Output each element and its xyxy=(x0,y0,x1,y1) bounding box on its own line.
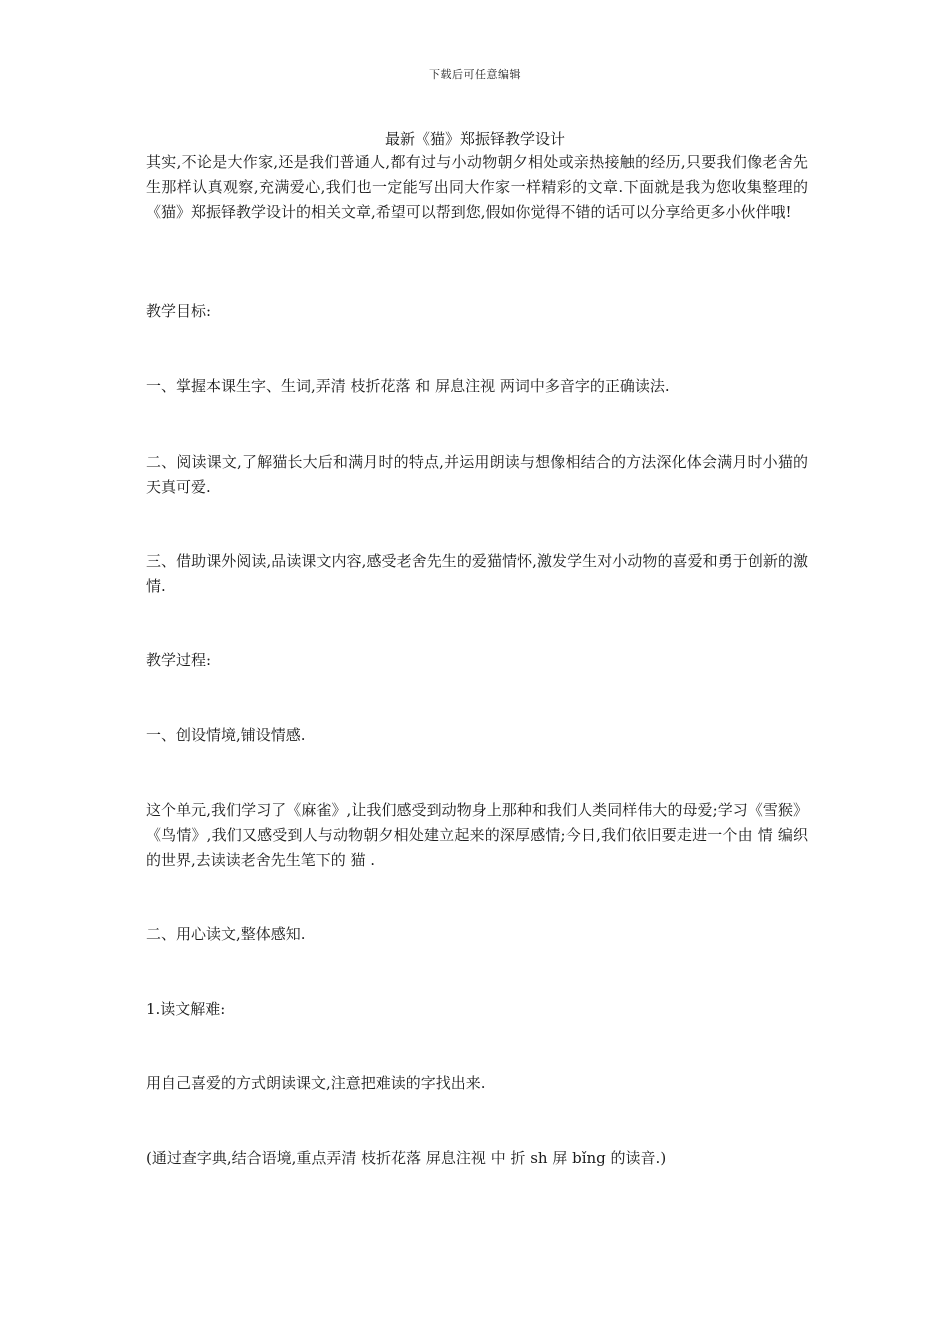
header-note: 下载后可任意编辑 xyxy=(429,68,521,81)
process-step-1: 一、创设情境,铺设情感. xyxy=(146,726,306,744)
process-step-2: 二、用心读文,整体感知. xyxy=(146,925,306,943)
goal-3: 三、借助课外阅读,品读课文内容,感受老舍先生的爱猫情怀,激发学生对小动物的喜爱和勇于创新的激情. xyxy=(146,552,808,595)
document-title: 最新《猫》郑振铎教学设计 xyxy=(384,130,565,148)
section-heading-goals: 教学目标: xyxy=(146,302,212,320)
process-substep-1-note: (通过查字典,结合语境,重点弄清 枝折花落 屏息注视 中 折 sh 屏 bǐng 的读音.) xyxy=(146,1149,667,1167)
process-substep-1-text: 用自己喜爱的方式朗读课文,注意把难读的字找出来. xyxy=(146,1074,486,1092)
process-step-1-text: 这个单元,我们学习了《麻雀》,让我们感受到动物身上那种和我们人类同样伟大的母爱;学习《雪猴》《鸟情》,我们又感受到人与动物朝夕相处建立起来的深厚感情;今日,我们依旧要走进一个由 情 编织的世界,去读读老舍先生笔下的 猫 . xyxy=(146,801,808,869)
goal-2: 二、阅读课文,了解猫长大后和满月时的特点,并运用朗读与想像相结合的方法深化体会满月时小猫的天真可爱. xyxy=(146,453,808,496)
section-heading-process: 教学过程: xyxy=(146,651,212,669)
goal-1: 一、掌握本课生字、生词,弄清 枝折花落 和 屏息注视 两词中多音字的正确读法. xyxy=(146,377,670,395)
process-substep-1: 1.读文解难: xyxy=(146,1000,226,1018)
intro-paragraph: 其实,不论是大作家,还是我们普通人,都有过与小动物朝夕相处或亲热接触的经历,只要我们像老舍先生那样认真观察,充满爱心,我们也一定能写出同大作家一样精彩的文章.下面就是我为您收集整理的《猫》郑振铎教学设计的相关文章,希望可以帮到您,假如你觉得不错的话可以分享给更多小伙伴哦! xyxy=(146,153,808,221)
